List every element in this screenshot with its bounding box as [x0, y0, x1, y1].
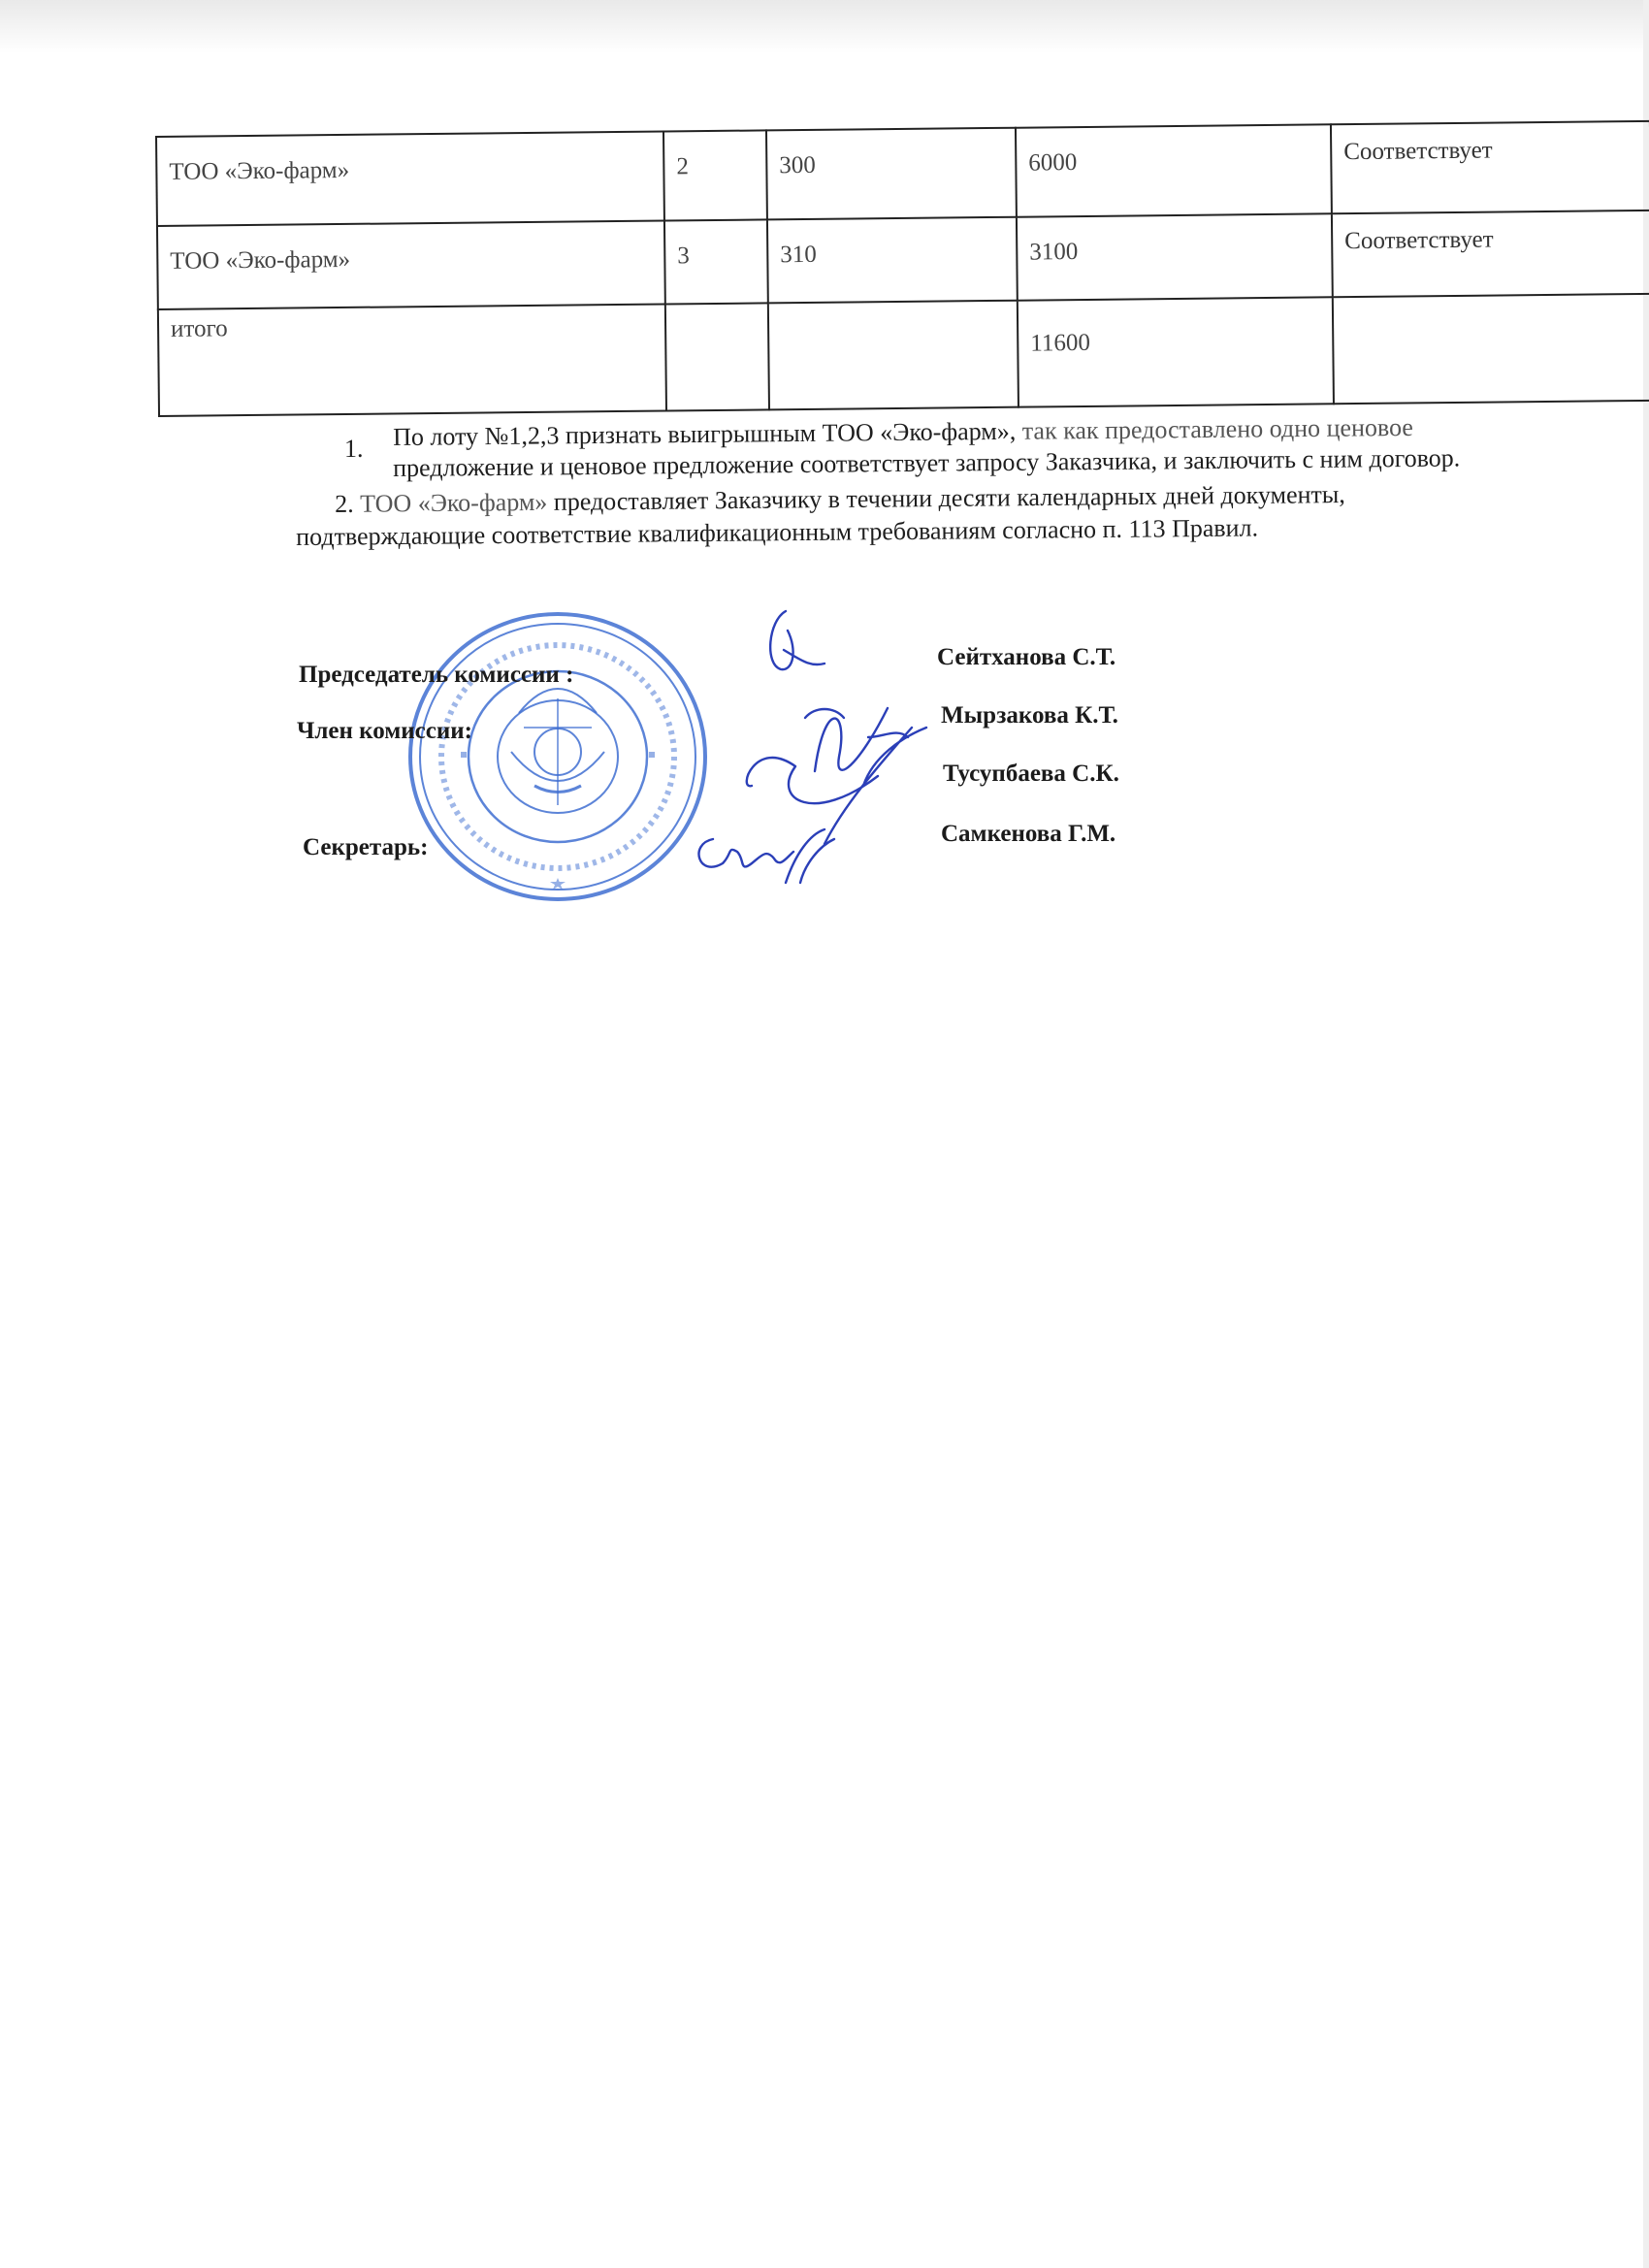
- results-table-wrapper: [155, 120, 1649, 417]
- decision-1-line-1-part-a: По лоту №1,2,3 признать выигрышным ТОО «Эко-фарм»,: [393, 416, 1022, 451]
- signatory-name: Сейтханова С.Т.: [937, 644, 1116, 670]
- member-label: Член комиссии:: [297, 718, 472, 744]
- total-sum-cell: 11600: [1018, 297, 1334, 406]
- signatory-name: Тусупбаева С.К.: [943, 761, 1119, 787]
- decision-1-line-1-part-b: так как предоставлено одно ценовое: [1021, 412, 1413, 445]
- table-row: [157, 211, 1649, 309]
- table-row: [156, 121, 1649, 226]
- lot-cell: 2: [663, 130, 767, 220]
- scan-shade: [0, 0, 1649, 58]
- status-cell: Соответствует: [1331, 121, 1649, 213]
- price-cell: 300: [766, 128, 1017, 220]
- total-label-cell: итого: [158, 305, 666, 416]
- decision-2-supplier: ТОО «Эко-фарм»: [360, 487, 548, 518]
- total-row: [158, 294, 1649, 416]
- lot-cell: 3: [664, 219, 768, 304]
- empty-cell: [1333, 294, 1649, 404]
- sum-cell: 6000: [1016, 124, 1332, 216]
- results-table: [155, 120, 1649, 417]
- chair-label: Председатель комиссии :: [299, 662, 574, 688]
- signatory-name: Мырзакова К.Т.: [941, 702, 1118, 729]
- price-cell: 310: [767, 217, 1018, 304]
- decision-1-number: 1.: [344, 435, 364, 463]
- signatory-name: Самкенова Г.М.: [941, 821, 1116, 847]
- supplier-cell: ТОО «Эко-фарм»: [156, 132, 664, 226]
- handwritten-signatures: [679, 592, 970, 902]
- secretary-label: Секретарь:: [303, 834, 429, 860]
- decision-2-number: 2.: [335, 489, 361, 518]
- decision-1-line-2: предложение и ценовое предложение соответствует запросу Заказчика, и заключить с ним договор.: [393, 443, 1461, 482]
- empty-cell: [768, 301, 1018, 410]
- empty-cell: [665, 303, 769, 410]
- supplier-cell: ТОО «Эко-фарм»: [157, 221, 665, 309]
- decision-2-line-1-rest: предоставляет Заказчику в течении десяти календарных дней документы,: [547, 480, 1345, 516]
- official-stamp: [403, 606, 713, 907]
- sum-cell: 3100: [1017, 213, 1333, 300]
- status-cell: Соответствует: [1332, 211, 1649, 297]
- decision-2-line-2: подтверждающие соответствие квалификационным требованиям согласно п. 113 Правил.: [296, 513, 1259, 551]
